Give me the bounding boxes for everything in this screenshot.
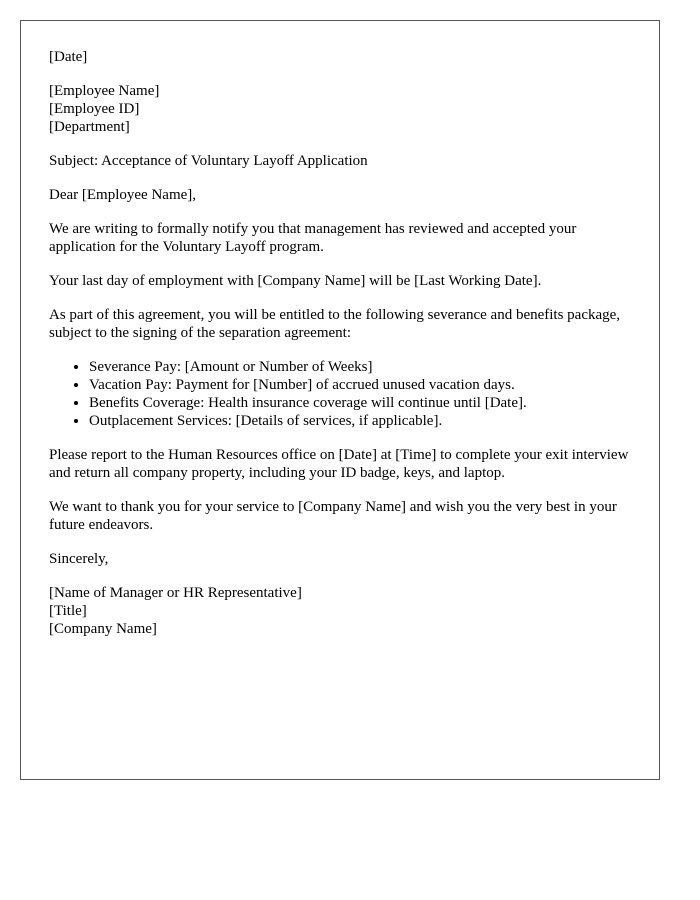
paragraph-package-intro: As part of this agreement, you will be entitled to the following severance and benefits package, subject to the signing of the separation agreement: xyxy=(49,307,621,341)
recipient-block xyxy=(49,82,631,136)
signature-block xyxy=(49,584,631,638)
letter-closing: Sincerely, xyxy=(49,551,109,567)
benefit-item-vacation: • Vacation Pay: Payment for [Number] of accrued unused vacation days. xyxy=(89,376,631,394)
benefit-item-coverage: • Benefits Coverage: Health insurance coverage will continue until [Date]. xyxy=(89,394,631,412)
paragraph-notification: We are writing to formally notify you that management has reviewed and accepted your application for the Voluntary Layoff program. xyxy=(49,221,577,255)
signature-name: [Name of Manager or HR Representative] xyxy=(49,585,302,601)
signature-title: [Title] xyxy=(49,603,87,619)
benefits-list xyxy=(49,358,631,430)
recipient-name: [Employee Name] xyxy=(49,83,160,99)
paragraph-exit-instructions: Please report to the Human Resources office on [Date] at [Time] to complete your exit interview and return all company property, including your ID badge, keys, and laptop. xyxy=(49,447,629,481)
letter-salutation: Dear [Employee Name], xyxy=(49,187,197,203)
recipient-department: [Department] xyxy=(49,119,130,135)
letter-document xyxy=(20,20,660,780)
letter-date: [Date] xyxy=(49,49,88,65)
paragraph-last-day: Your last day of employment with [Company Name] will be [Last Working Date]. xyxy=(49,273,542,289)
recipient-id: [Employee ID] xyxy=(49,101,140,117)
paragraph-thanks: We want to thank you for your service to [Company Name] and wish you the very best in your future endeavors. xyxy=(49,499,617,533)
signature-company: [Company Name] xyxy=(49,621,157,637)
benefit-item-outplacement: • Outplacement Services: [Details of services, if applicable]. xyxy=(89,412,631,430)
letter-subject: Subject: Acceptance of Voluntary Layoff Application xyxy=(49,153,368,169)
benefit-item-severance: • Severance Pay: [Amount or Number of Weeks] xyxy=(89,358,631,376)
